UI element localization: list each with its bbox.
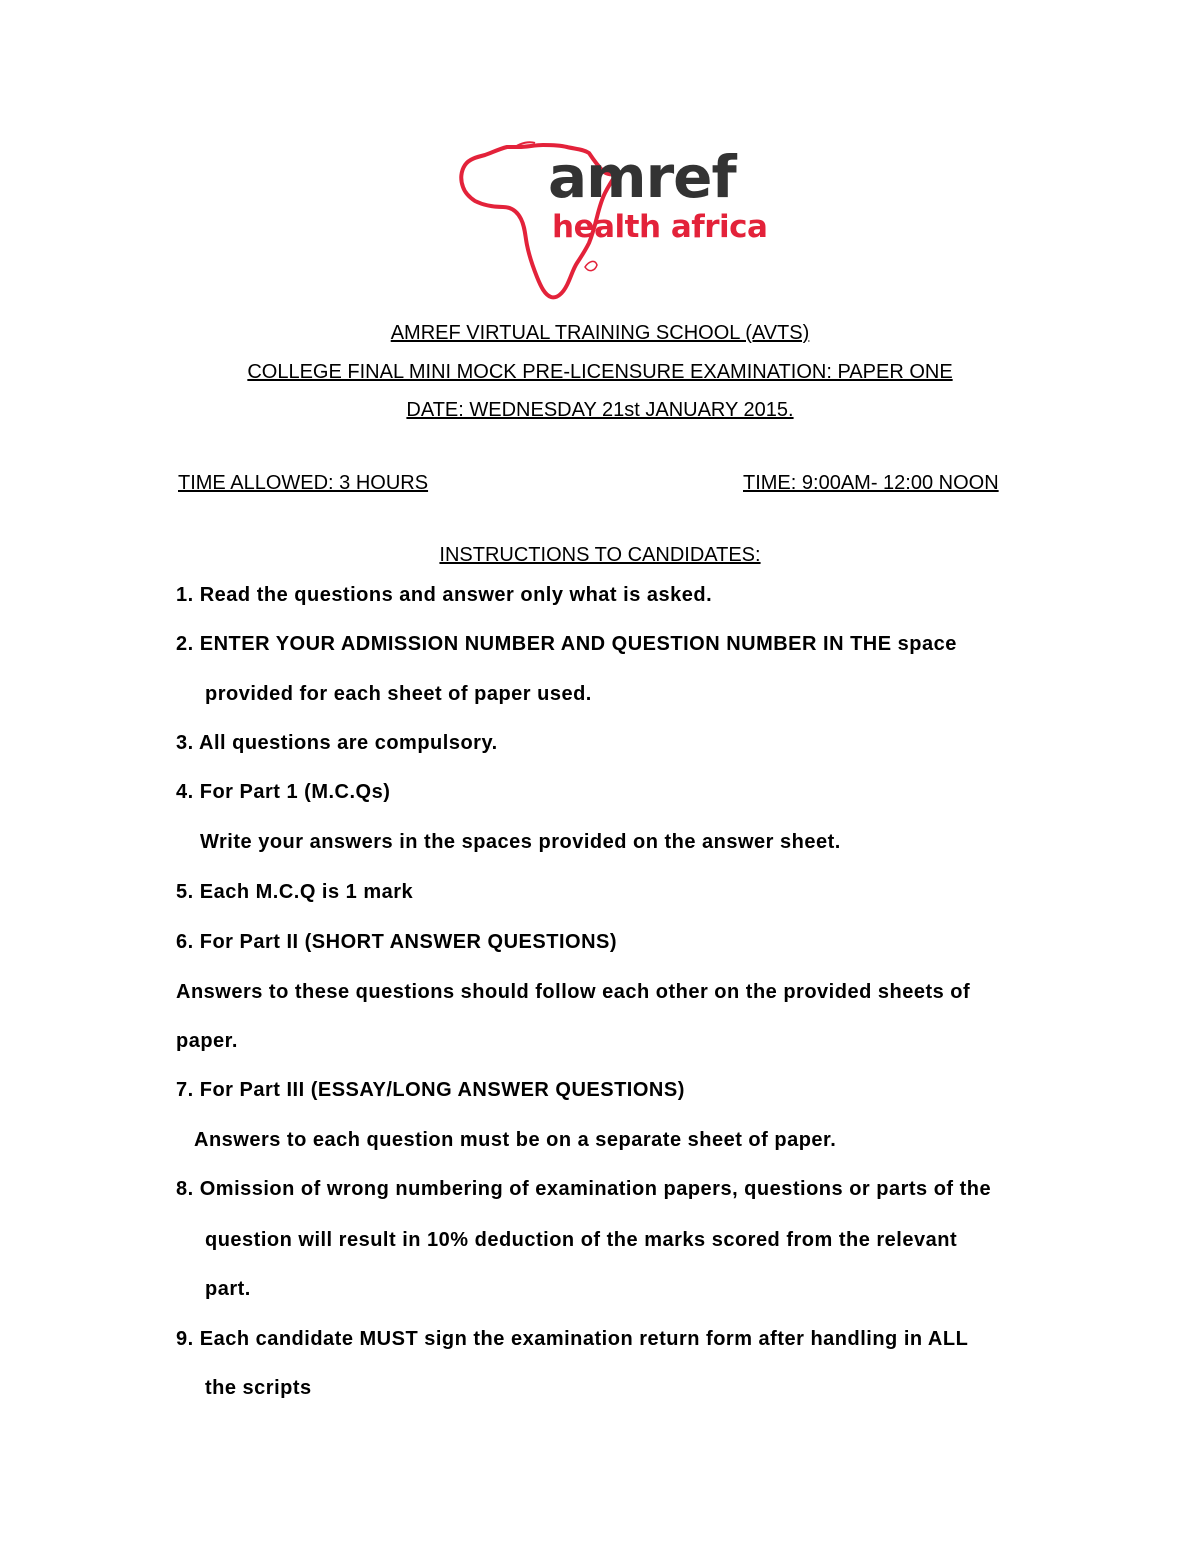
instruction-line: Answers to each question must be on a separate sheet of paper. (194, 1129, 837, 1151)
instruction-line: 6. For Part II (SHORT ANSWER QUESTIONS) (176, 931, 618, 953)
time-window: TIME: 9:00AM- 12:00 NOON (743, 472, 999, 494)
logo-wordmark: amref (548, 143, 736, 211)
instruction-line: 7. For Part III (ESSAY/LONG ANSWER QUESTIONS) (176, 1079, 685, 1101)
instruction-line: paper. (176, 1030, 238, 1052)
logo-tagline: health africa (552, 209, 768, 245)
instruction-line: Write your answers in the spaces provided on the answer sheet. (200, 831, 841, 853)
instructions-title: INSTRUCTIONS TO CANDIDATES: (439, 544, 761, 566)
instruction-line: the scripts (205, 1377, 312, 1399)
instruction-line: 1. Read the questions and answer only what is asked. (176, 584, 713, 606)
instruction-line: provided for each sheet of paper used. (205, 683, 592, 705)
exam-date: DATE: WEDNESDAY 21st JANUARY 2015. (406, 399, 794, 421)
instruction-line: 2. ENTER YOUR ADMISSION NUMBER AND QUESTION NUMBER IN THE space (176, 633, 957, 655)
exam-title: COLLEGE FINAL MINI MOCK PRE-LICENSURE EXAMINATION: PAPER ONE (247, 361, 953, 383)
school-name: AMREF VIRTUAL TRAINING SCHOOL (AVTS) (390, 322, 810, 344)
instruction-line: 3. All questions are compulsory. (176, 732, 498, 754)
time-allowed: TIME ALLOWED: 3 HOURS (178, 472, 429, 494)
instruction-line: part. (205, 1278, 251, 1300)
instruction-line: 4. For Part 1 (M.C.Qs) (176, 781, 391, 803)
instruction-line: Answers to these questions should follow each other on the provided sheets of (176, 981, 971, 1003)
instruction-line: 5. Each M.C.Q is 1 mark (176, 881, 414, 903)
instruction-line: 8. Omission of wrong numbering of examination papers, questions or parts of the (176, 1178, 992, 1200)
instruction-line: question will result in 10% deduction of the marks scored from the relevant (205, 1229, 958, 1251)
instruction-line: 9. Each candidate MUST sign the examination return form after handling in ALL (176, 1328, 969, 1350)
